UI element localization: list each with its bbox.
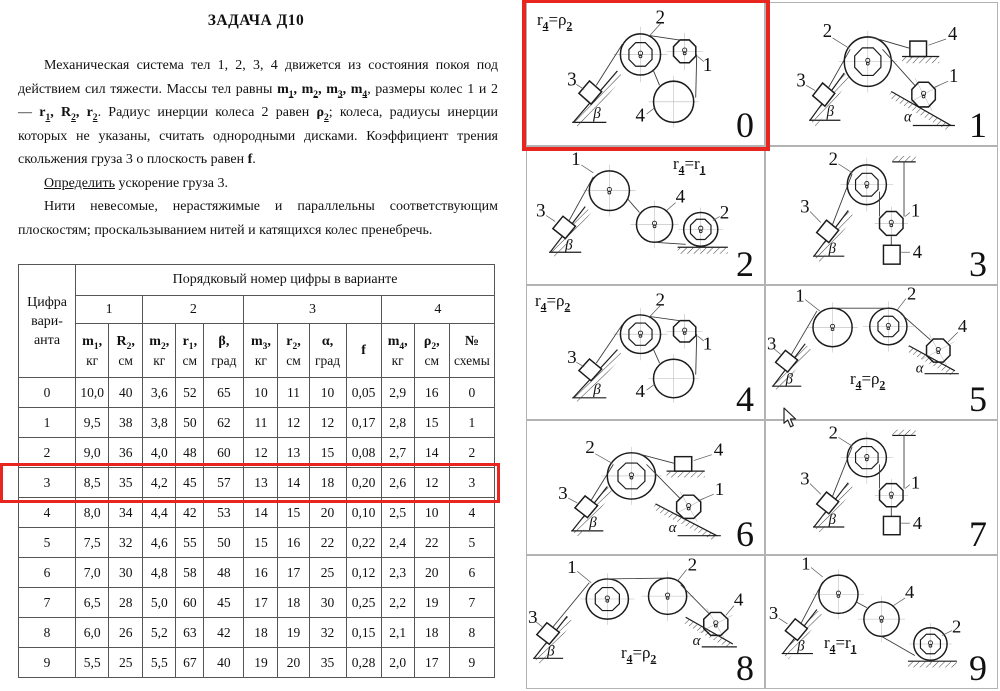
label-4: 4 [675,186,686,208]
table-cell: 3 [19,468,76,498]
column-header: $m_4$, кг [381,324,414,378]
table-cell: 8,5 [76,468,109,498]
scheme-number: 6 [736,514,754,554]
table-row [19,498,495,528]
table-cell: 5,5 [143,648,176,678]
scheme-7 [765,420,998,555]
table-cell: 0,10 [346,498,381,528]
scheme-3 [765,146,998,285]
scheme-1 [765,2,998,146]
table-cell: 63 [176,618,204,648]
column-header: α, град [309,324,346,378]
label-3: 3 [766,333,777,354]
table-cell: 16 [244,558,278,588]
table-cell: 26 [109,618,143,648]
page-title: ЗАДАЧА Д10 [207,12,305,29]
column-header: $m_2$, кг [143,324,176,378]
table-cell: 12 [414,468,449,498]
table-cell: 2,8 [381,408,414,438]
scheme-sublabel: $r_4=\rho_2$ [537,10,573,33]
scheme-sublabel: $r_4=\rho_2$ [621,643,657,666]
column-header: $r_2$, см [278,324,309,378]
table-cell: 11 [278,378,309,408]
scheme-4 [526,285,765,420]
span-header: Порядковый номер цифры в варианте [76,265,495,296]
scheme-number: 9 [969,648,987,688]
label-beta: β [547,643,555,660]
table-cell: 19 [244,648,278,678]
table-cell: 32 [109,528,143,558]
table-cell: 22 [414,528,449,558]
scheme-sublabel: $r_4=r_1$ [824,633,857,656]
label-1: 1 [949,65,959,88]
label-3: 3 [768,603,779,624]
table-cell: 0,25 [346,588,381,618]
table-cell: 20 [309,498,346,528]
table-cell: 3 [449,468,494,498]
scheme-0 [526,2,765,146]
column-header: f [346,324,381,378]
table-cell: 15 [414,408,449,438]
table-cell: 9,5 [76,408,109,438]
table-cell: 3,6 [143,378,176,408]
label-2: 2 [828,422,838,443]
scheme-5 [765,285,998,420]
table-cell: 50 [176,408,204,438]
table-cell: 17 [278,558,309,588]
table-cell: 6,0 [76,618,109,648]
table-cell: 7 [449,588,494,618]
table-row [19,648,495,678]
label-3: 3 [796,69,806,92]
table-cell: 1 [19,408,76,438]
block-4 [910,41,927,56]
table-cell: 5,5 [76,648,109,678]
table-cell: 14 [278,468,309,498]
label-4: 4 [635,381,645,402]
ceiling-mount [892,156,915,162]
table-cell: 60 [176,588,204,618]
scheme-8 [526,555,765,689]
scheme-9-diagram [766,556,997,688]
table-cell: 12 [309,408,346,438]
table-cell: 4 [19,498,76,528]
table-cell: 4,6 [143,528,176,558]
table-cell: 2,3 [381,558,414,588]
table-cell: 40 [109,378,143,408]
group-header: 3 [244,296,381,324]
table-cell: 0,20 [346,468,381,498]
label-alpha: α [692,633,701,649]
table-cell: 0 [449,378,494,408]
label-beta: β [828,241,836,258]
scheme-sublabel: $r_4=\rho_2$ [535,291,571,314]
label-3: 3 [567,347,577,368]
table-row [19,408,495,438]
scheme-number: 0 [736,105,754,145]
corner-header: Цифра вари- анта [19,265,76,378]
variants-table-wrap [18,264,495,678]
label-3: 3 [800,468,810,489]
label-4: 4 [957,316,968,337]
table-cell: 53 [204,498,244,528]
table-cell: 2,4 [381,528,414,558]
table-cell: 19 [414,588,449,618]
table-cell: 14 [244,498,278,528]
table-cell: 2,9 [381,378,414,408]
table-cell: 11 [244,408,278,438]
label-4: 4 [912,242,923,264]
scheme-6 [526,420,765,555]
table-cell: 4,2 [143,468,176,498]
group-header: 4 [381,296,494,324]
scheme-number: 4 [736,379,754,419]
label-1: 1 [795,286,805,306]
label-4: 4 [713,440,724,461]
table-row [19,558,495,588]
intro-paragraph: Механическая система тел 1, 2, 3, 4 движется из состояния покоя под действием сил тяжести. Массы тел равны $m_1$, $m_2$, $m_3$, $m_4$, размеры колес 1 и 2 — $r_1$, $R_2$, $r_2$. Радиус инерции колеса 2 равен $\rho_2$; колеса, радиусы инерции которых не указаны, считать однородными дисками. Коэффициент трения скольжения груза 3 о плоскость равен f. [18,58,498,167]
table-cell: 12 [244,438,278,468]
schemes-panel [526,2,998,689]
table-cell: 48 [176,438,204,468]
notes-paragraph: Нити невесомые, нерастяжимые и параллельны соответствующим плоскостям; проскальзыванием нитей и катящихся колес пренебречь. [18,199,498,238]
label-alpha: α [668,520,677,536]
column-header: $r_1$, см [176,324,204,378]
table-row [19,618,495,648]
table-cell: 4,8 [143,558,176,588]
table-cell: 10 [244,378,278,408]
table-cell: 16 [278,528,309,558]
table-cell: 2,1 [381,618,414,648]
table-cell: 19 [278,618,309,648]
table-cell: 6,5 [76,588,109,618]
label-2: 2 [719,202,730,224]
group-header: 1 [76,296,143,324]
label-2: 2 [822,20,833,43]
scheme-1-diagram [766,3,997,145]
table-cell: 17 [414,648,449,678]
table-cell: 10,0 [76,378,109,408]
label-beta: β [565,237,573,254]
table-cell: 28 [109,588,143,618]
label-1: 1 [801,556,811,574]
label-3: 3 [567,69,577,91]
label-2: 2 [687,556,698,576]
label-beta: β [785,371,793,388]
label-4: 4 [912,513,923,533]
scheme-number: 1 [969,105,987,145]
scheme-7-diagram [766,421,997,554]
table-cell: 2,7 [381,438,414,468]
table-cell: 16 [414,378,449,408]
table-cell: 4,0 [143,438,176,468]
ceiling-mount [892,430,915,436]
table-cell: 2,0 [381,648,414,678]
table-cell: 13 [278,438,309,468]
table-cell: 3,8 [143,408,176,438]
block-4 [883,516,900,534]
label-beta: β [589,515,597,531]
table-cell: 4,4 [143,498,176,528]
table-cell: 9 [19,648,76,678]
variants-table [18,264,495,678]
column-header: № схемы [449,324,494,378]
label-1: 1 [571,148,581,170]
table-cell: 5 [449,528,494,558]
table-cell: 62 [204,408,244,438]
table-row [19,468,495,498]
table-cell: 57 [204,468,244,498]
table-cell: 7 [19,588,76,618]
table-cell: 22 [309,528,346,558]
table-cell: 15 [244,528,278,558]
label-3: 3 [800,196,810,218]
table-cell: 30 [109,558,143,588]
label-1: 1 [714,479,725,501]
table-cell: 4 [449,498,494,528]
table-row [19,588,495,618]
table-cell: 0,08 [346,438,381,468]
label-3: 3 [536,200,546,222]
label-2: 2 [585,437,595,458]
label-1: 1 [702,54,713,76]
scheme-5-diagram [766,286,997,419]
table-cell: 13 [244,468,278,498]
table-cell: 35 [309,648,346,678]
table-cell: 40 [204,648,244,678]
scheme-6-diagram [527,421,764,554]
label-2: 2 [655,289,666,311]
label-beta: β [593,105,601,123]
table-cell: 0,22 [346,528,381,558]
scheme-number: 5 [969,379,987,419]
column-header: $m_1$, кг [76,324,109,378]
column-header: $m_3$, кг [244,324,278,378]
table-cell: 8 [449,618,494,648]
column-header: $R_2$, см [109,324,143,378]
table-cell: 14 [414,438,449,468]
mouse-cursor [783,407,798,429]
table-cell: 38 [109,408,143,438]
label-2: 2 [906,286,917,304]
table-cell: 32 [309,618,346,648]
table-cell: 58 [176,558,204,588]
label-beta: β [593,382,601,398]
table-cell: 45 [176,468,204,498]
label-2: 2 [655,7,666,29]
table-cell: 2 [19,438,76,468]
label-beta: β [797,638,805,655]
table-cell: 35 [109,468,143,498]
label-1: 1 [567,557,577,579]
label-4: 4 [635,105,645,127]
table-cell: 6 [19,558,76,588]
table-cell: 9,0 [76,438,109,468]
table-cell: 20 [278,648,309,678]
table-cell: 42 [176,498,204,528]
table-cell: 2,5 [381,498,414,528]
table-cell: 0,05 [346,378,381,408]
label-4: 4 [948,23,958,46]
table-cell: 17 [244,588,278,618]
label-3: 3 [528,607,538,628]
scheme-2 [526,146,765,285]
table-cell: 0,28 [346,648,381,678]
scheme-number: 7 [969,514,987,554]
table-cell: 0,12 [346,558,381,588]
table-row [19,528,495,558]
scheme-sublabel: $r_4=\rho_2$ [850,369,886,392]
table-cell: 6 [449,558,494,588]
column-header: $\rho_2$, см [414,324,449,378]
scheme-3-diagram [766,147,997,284]
label-beta: β [826,103,834,121]
table-cell: 18 [244,618,278,648]
column-header: β, град [204,324,244,378]
body-text [18,54,498,242]
table-cell: 65 [204,378,244,408]
table-cell: 1 [449,408,494,438]
table-cell: 7,0 [76,558,109,588]
table-cell: 20 [414,558,449,588]
table-cell: 12 [278,408,309,438]
table-cell: 0 [19,378,76,408]
scheme-sublabel: $r_4=r_1$ [673,154,706,177]
scheme-number: 2 [736,244,754,284]
table-cell: 52 [176,378,204,408]
table-cell: 18 [278,588,309,618]
table-cell: 8 [19,618,76,648]
table-cell: 15 [278,498,309,528]
table-cell: 7,5 [76,528,109,558]
scheme-number: 8 [736,648,754,688]
block-4 [675,457,692,471]
label-2: 2 [828,148,838,170]
table-row [19,378,495,408]
table-cell: 2 [449,438,494,468]
table-cell: 48 [204,558,244,588]
group-header: 2 [143,296,244,324]
table-cell: 15 [309,438,346,468]
scheme-8-diagram [527,556,764,688]
table-cell: 0,15 [346,618,381,648]
label-4: 4 [904,582,915,603]
table-cell: 18 [414,618,449,648]
table-cell: 5 [19,528,76,558]
table-cell: 2,2 [381,588,414,618]
table-cell: 34 [109,498,143,528]
table-cell: 8,0 [76,498,109,528]
label-beta: β [828,512,836,529]
label-1: 1 [910,200,921,222]
table-row [19,438,495,468]
table-cell: 25 [309,558,346,588]
table-cell: 18 [309,468,346,498]
table-cell: 10 [309,378,346,408]
task-paragraph: Определить ускорение груза 3. [44,175,228,191]
label-4: 4 [733,590,744,611]
table-cell: 55 [176,528,204,558]
scheme-number: 3 [969,244,987,284]
table-cell: 50 [204,528,244,558]
label-2: 2 [951,616,962,637]
table-cell: 0,17 [346,408,381,438]
table-cell: 10 [414,498,449,528]
label-1: 1 [910,472,921,493]
table-cell: 25 [109,648,143,678]
table-cell: 2,6 [381,468,414,498]
table-cell: 30 [309,588,346,618]
label-alpha: α [915,360,924,377]
table-cell: 5,2 [143,618,176,648]
label-alpha: α [904,109,912,126]
label-1: 1 [702,333,713,355]
table-cell: 36 [109,438,143,468]
scheme-9 [765,555,998,689]
scheme-2-diagram [527,147,764,284]
table-cell: 5,0 [143,588,176,618]
table-cell: 42 [204,618,244,648]
block-4 [883,245,900,264]
table-cell: 67 [176,648,204,678]
table-cell: 60 [204,438,244,468]
label-3: 3 [558,483,568,504]
table-cell: 9 [449,648,494,678]
table-cell: 45 [204,588,244,618]
document-panel [2,0,510,691]
